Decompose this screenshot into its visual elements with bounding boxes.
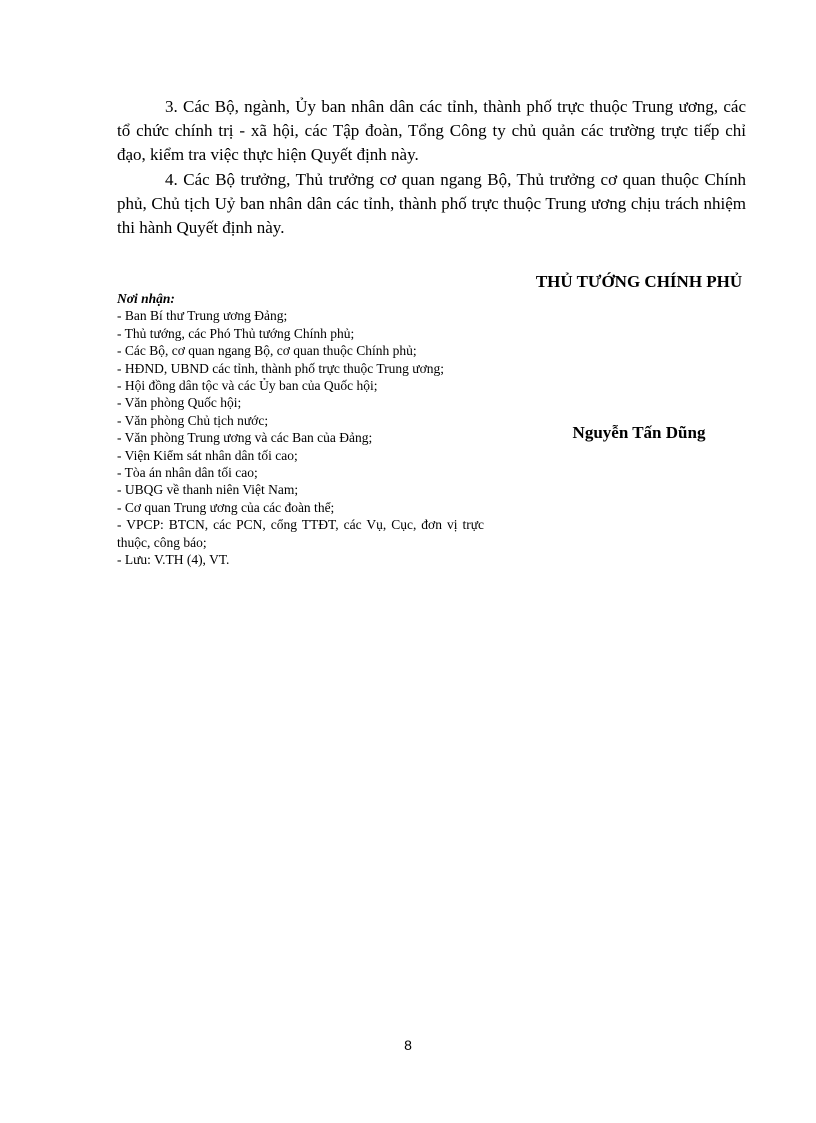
recipient-item: - Văn phòng Quốc hội; xyxy=(117,395,242,411)
recipient-item: - UBQG về thanh niên Việt Nam; xyxy=(117,482,299,498)
recipient-item: - Các Bộ, cơ quan ngang Bộ, cơ quan thuộc Chính phủ; xyxy=(117,343,417,359)
recipient-item: - Văn phòng Chủ tịch nước; xyxy=(117,412,269,428)
page-number: 8 xyxy=(404,1037,412,1053)
recipient-list xyxy=(117,307,484,568)
recipient-item: - Cơ quan Trung ương của các đoàn thể; xyxy=(117,499,335,515)
recipients-heading: Nơi nhận: xyxy=(117,291,175,306)
paragraph-3: 3. Các Bộ, ngành, Ủy ban nhân dân các tỉnh, thành phố trực thuộc Trung ương, các tổ chức chính trị - xã hội, các Tập đoàn, Tổng Công ty chủ quản các trường trực tiếp chỉ đạo, kiểm tra việc thực hiện Quyết định này. xyxy=(117,97,746,164)
recipient-item: - Viện Kiểm sát nhân dân tối cao; xyxy=(117,447,298,463)
recipient-item: - Hội đồng dân tộc và các Ủy ban của Quốc hội; xyxy=(117,378,378,394)
recipient-item: - Lưu: V.TH (4), VT. xyxy=(117,552,230,568)
recipients-block xyxy=(117,290,484,569)
recipient-item: - Tòa án nhân dân tối cao; xyxy=(117,465,258,481)
signer-title: THỦ TƯỚNG CHÍNH PHỦ xyxy=(535,272,743,291)
recipient-item: - Ban Bí thư Trung ương Đảng; xyxy=(117,308,288,324)
recipient-item: - HĐND, UBND các tỉnh, thành phố trực thuộc Trung ương; xyxy=(117,360,444,376)
recipient-item: - Văn phòng Trung ương và các Ban của Đảng; xyxy=(117,430,373,446)
recipient-item: - VPCP: BTCN, các PCN, cổng TTĐT, các Vụ, Cục, đơn vị trực thuộc, công báo; xyxy=(117,517,484,550)
paragraph-4: 4. Các Bộ trưởng, Thủ trưởng cơ quan ngang Bộ, Thủ trưởng cơ quan thuộc Chính phủ, Chủ tịch Uỷ ban nhân dân các tỉnh, thành phố trực thuộc Trung ương chịu trách nhiệm thi hành Quyết định này. xyxy=(117,170,746,237)
signer-name: Nguyễn Tấn Dũng xyxy=(572,423,706,442)
recipient-item: - Thủ tướng, các Phó Thủ tướng Chính phủ; xyxy=(117,325,355,341)
